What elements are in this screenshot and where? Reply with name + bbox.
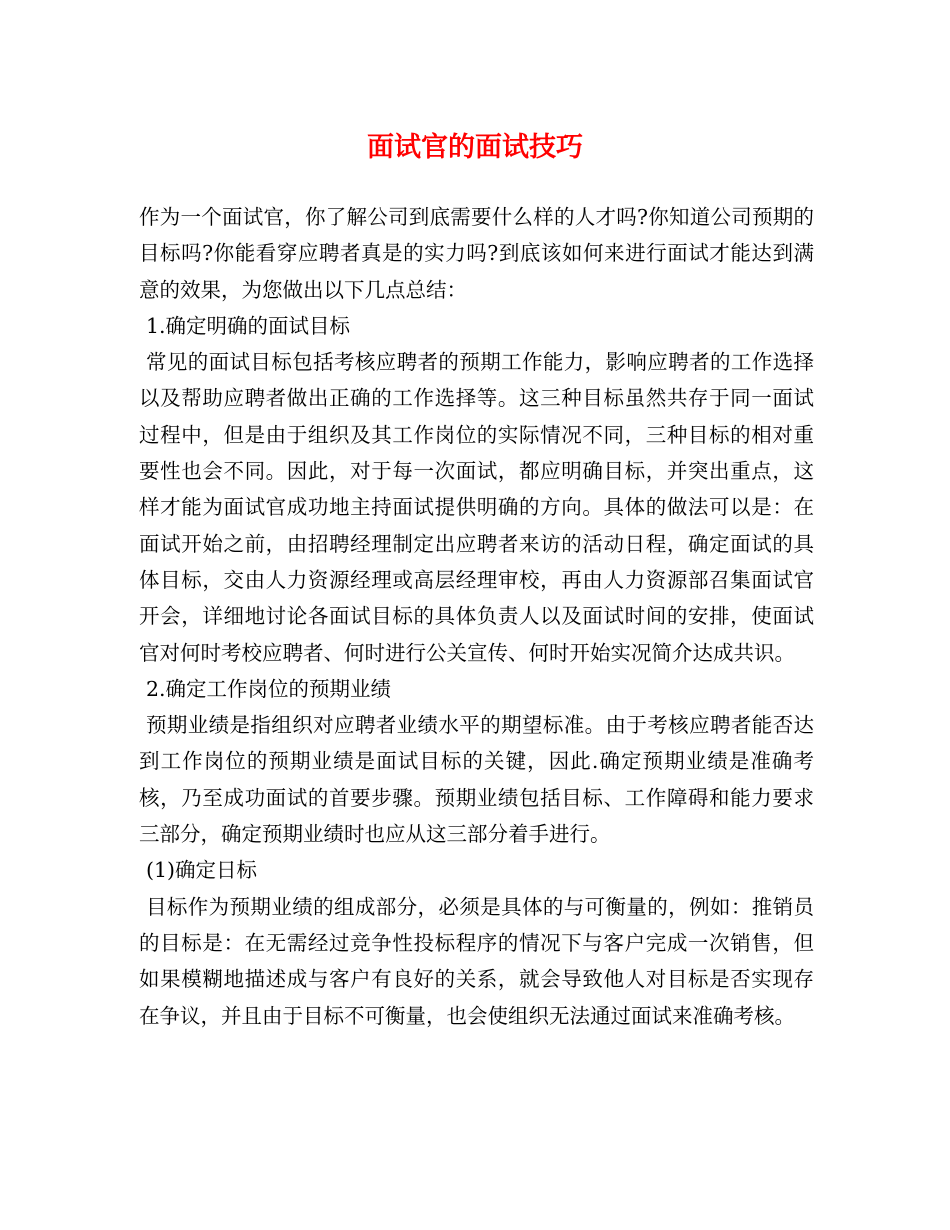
intro-paragraph: 作为一个面试官，你了解公司到底需要什么样的人才吗?你知道公司预期的目标吗?你能看穿应聘者真是的实力吗?到底该如何来进行面试才能达到满意的效果，为您做出以下几点总结： xyxy=(139,205,814,302)
document-title: 面试官的面试技巧 xyxy=(367,132,583,163)
section-heading-2: 2.确定工作岗位的预期业绩 xyxy=(146,676,392,701)
subsection-1-paragraph: 目标作为预期业绩的组成部分，必须是具体的与可衡量的，例如：推销员的目标是：在无需经过竞争性投标程序的情况下与客户完成一次销售，但如果模糊地描述成与客户有良好的关系，就会导致他人对目标是否实现存在争议，并且由于目标不可衡量，也会使组织无法通过面试来准确考核。 xyxy=(139,894,814,1028)
document-body xyxy=(139,199,814,1034)
section-2-paragraph: 预期业绩是指组织对应聘者业绩水平的期望标准。由于考核应聘者能否达到工作岗位的预期业绩是面试目标的关键，因此.确定预期业绩是准确考核，乃至成功面试的首要步骤。预期业绩包括目标、工作障碍和能力要求三部分，确定预期业绩时也应从这三部分着手进行。 xyxy=(139,713,814,847)
section-heading-1: 1.确定明确的面试目标 xyxy=(146,313,351,338)
subsection-heading-1: (1)确定日标 xyxy=(146,858,258,883)
section-1-paragraph: 常见的面试目标包括考核应聘者的预期工作能力，影响应聘者的工作选择以及帮助应聘者做出正确的工作选择等。这三种目标虽然共存于同一面试过程中，但是由于组织及其工作岗位的实际情况不同，三种目标的相对重要性也会不同。因此，对于每一次面试，都应明确目标，并突出重点，这样才能为面试官成功地主持面试提供明确的方向。具体的做法可以是：在面试开始之前，由招聘经理制定出应聘者来访的活动日程，确定面试的具体目标，交由人力资源经理或高层经理审校，再由人力资源部召集面试官开会，详细地讨论各面试目标的具体负责人以及面试时间的安排，使面试官对何时考校应聘者、何时进行公关宣传、何时开始实况简介达成共识。 xyxy=(139,350,814,665)
